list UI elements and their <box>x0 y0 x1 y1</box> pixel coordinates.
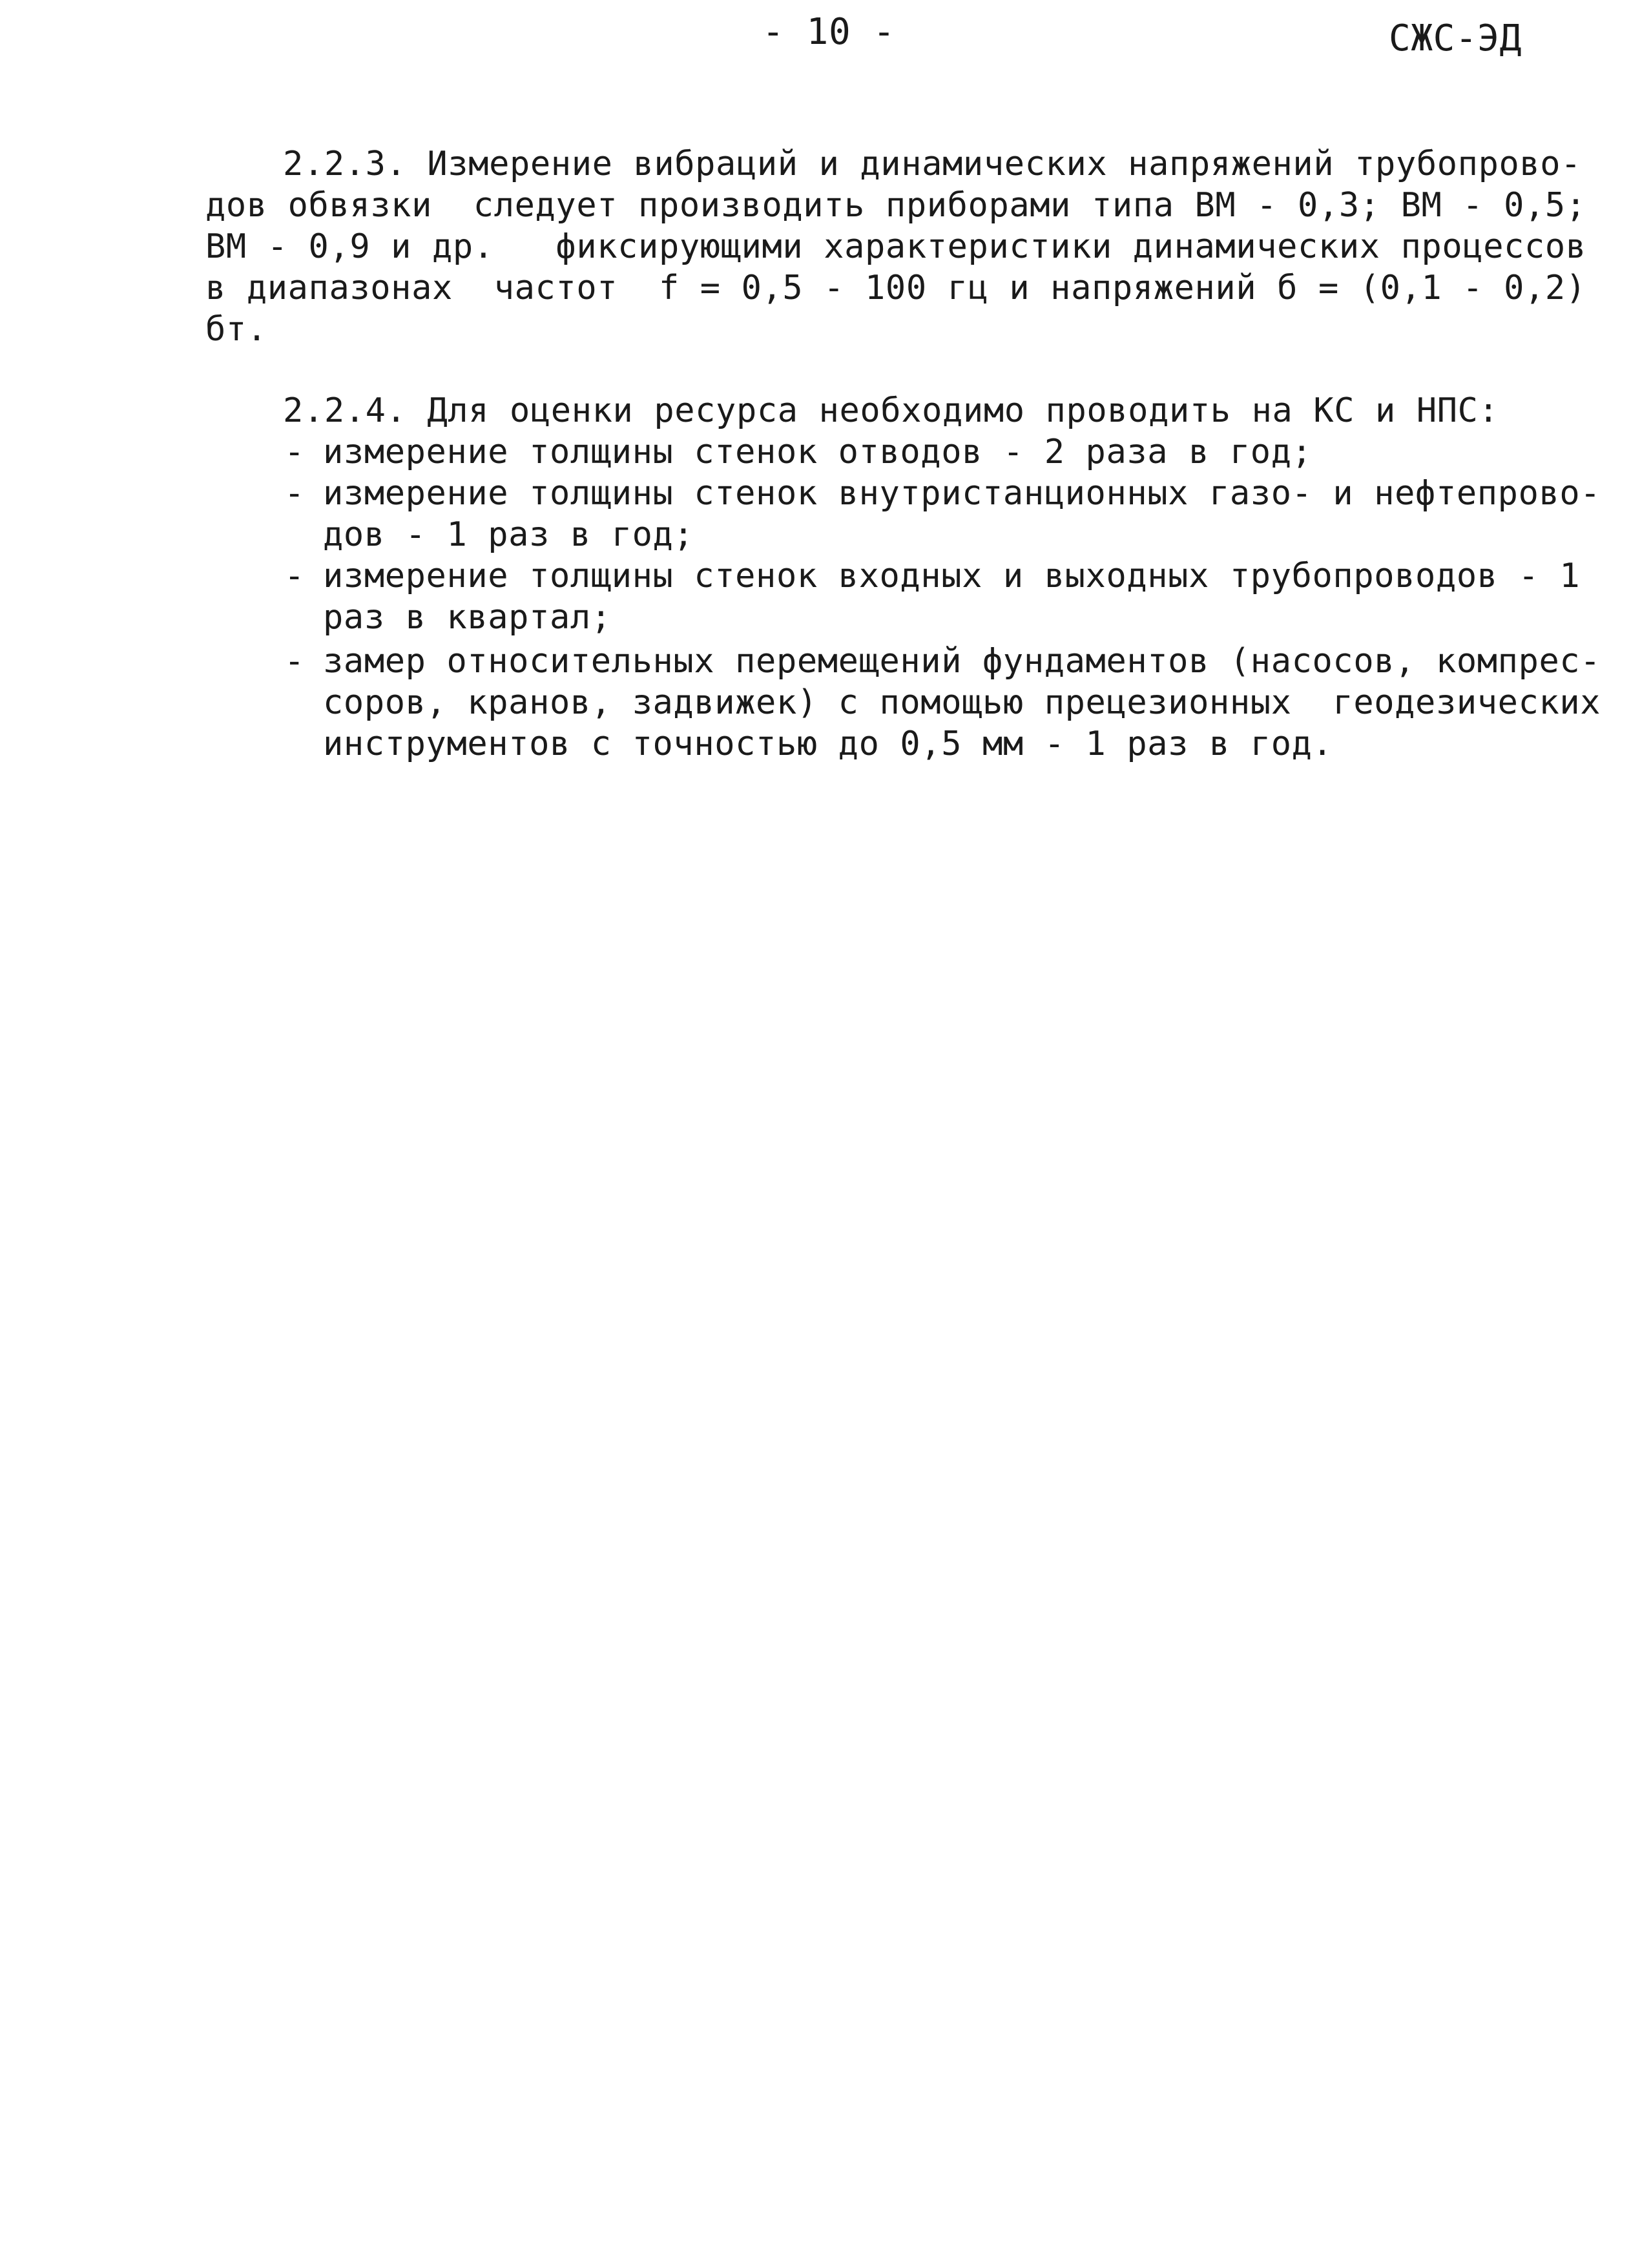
list-item-line: соров, кранов, задвижек) с помощью прецезионных геодезических <box>323 683 1601 722</box>
list-item-line: измерение толщины стенок внутристанционных газо- и нефтепрово- <box>323 474 1601 513</box>
list-item-line: инструментов с точностью до 0,5 мм - 1 раз в год. <box>323 725 1333 763</box>
paragraph-line: дов обвязки следует производить приборами типа ВМ - 0,3; ВМ - 0,5; <box>205 186 1586 225</box>
paragraph-line: бт. <box>205 310 267 349</box>
list-item-line: раз в квартал; <box>323 598 612 637</box>
list-item-line: дов - 1 раз в год; <box>323 515 694 554</box>
list-item-dash: - <box>284 557 305 595</box>
page-number: - 10 - <box>762 11 895 53</box>
paragraph-line: ВМ - 0,9 и др. фиксирующими характеристики динамических процессов <box>205 227 1586 266</box>
list-item-line: измерение толщины стенок отводов - 2 раза в год; <box>323 433 1313 471</box>
list-item-dash: - <box>284 474 305 513</box>
list-item-line: измерение толщины стенок входных и выходных трубопроводов - 1 <box>323 557 1581 595</box>
paragraph-line: 2.2.3. Измерение вибраций и динамических напряжений трубопрово- <box>283 145 1582 183</box>
section-intro: 2.2.4. Для оценки ресурса необходимо проводить на КС и НПС: <box>283 391 1499 430</box>
list-item-dash: - <box>284 642 305 681</box>
list-item-dash: - <box>284 433 305 471</box>
paragraph-line: в диапазонах частот f = 0,5 - 100 гц и напряжений б = (0,1 - 0,2) <box>205 269 1586 307</box>
document-code: СЖС-ЭД <box>1389 17 1522 59</box>
list-item-line: замер относительных перемещений фундаментов (насосов, компрес- <box>323 642 1601 681</box>
